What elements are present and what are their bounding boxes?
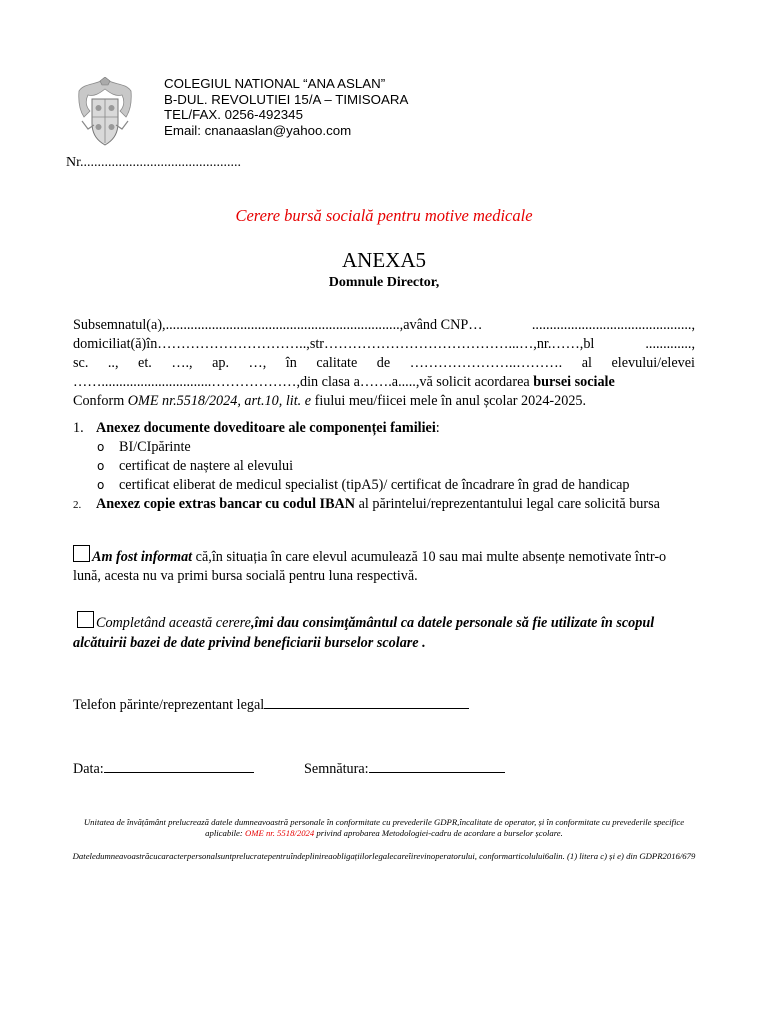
body-line-3 xyxy=(73,354,695,373)
gdpr-legal-basis: Dateledumneavoastrăcucaracterpersonalsuntprelucratepentruîndeplinireaobligațiilorlegalecareîirevinoperatorului, conformarticolului6alin. (1) litera c) și e) din GDPR2016/679 xyxy=(72,851,696,861)
gdpr-ome-reference: OME nr. 5518/2024 xyxy=(244,828,315,838)
word: .., xyxy=(107,355,119,371)
subitem-text: certificat de naștere al elevului xyxy=(119,458,294,474)
word: sc. xyxy=(73,355,89,371)
bullet-icon: o xyxy=(97,440,105,454)
subitem-text: BI/CIpărinte xyxy=(119,439,191,455)
word: et. xyxy=(138,355,152,371)
request-subject: Cerere bursă socială pentru motive medicale xyxy=(235,206,533,225)
word: calitate xyxy=(316,355,358,371)
list-item xyxy=(73,419,695,438)
list-number: 2. xyxy=(73,499,82,511)
gdpr-text-end: privind aprobarea Metodologiei-cadru de acordare a burselor școlare. xyxy=(314,828,563,838)
legal-basis-pre: Conform xyxy=(73,393,128,409)
annex-title: ANEXA5 xyxy=(342,248,426,272)
body-line-4 xyxy=(73,373,695,392)
colon: : xyxy=(435,420,440,436)
date-label: Data: xyxy=(73,761,104,777)
word: ap. xyxy=(212,355,230,371)
signature-field xyxy=(304,758,505,778)
school-header xyxy=(164,76,408,138)
list-item-rest: al părintelui/reprezentantului legal care solicită bursa xyxy=(355,496,660,512)
list-item xyxy=(73,495,695,514)
list-number: 1. xyxy=(73,420,84,436)
class-line-text: ……...............................………………,din clasa a…….a.....,vă solicit acordarea xyxy=(73,374,534,390)
word: …………………..………. xyxy=(409,355,563,371)
request-body xyxy=(73,316,695,411)
gdpr-text: Unitatea de învățământ prelucrează datele dumneavoastră personale în conformitate cu prevederile GDPR,încalitate de operator, și în conformitate cu prevederile specifice aplicabile: xyxy=(83,817,685,838)
word: de xyxy=(376,355,391,371)
word: în xyxy=(285,355,297,371)
list-item-title: Anexez documente doveditoare ale componenței familiei xyxy=(96,420,436,436)
word: …, xyxy=(248,355,267,371)
gdpr-notice xyxy=(70,817,698,839)
cnp-line-end: ............................................., xyxy=(531,317,695,333)
informed-checkbox[interactable] xyxy=(73,545,90,562)
school-name: COLEGIUL NATIONAL “ANA ASLAN” xyxy=(164,76,386,91)
consent-bold: ,îmi dau consimţământul ca datele personale să fie utilizate în scopul alcătuirii bazei de date privind beneficiarii burselor scolare . xyxy=(73,615,655,651)
word: …., xyxy=(171,355,193,371)
body-line-1 xyxy=(73,316,695,335)
scholarship-type: bursei sociale xyxy=(533,374,615,390)
phone-label: Telefon părinte/reprezentant legal xyxy=(73,697,265,713)
list-subitem xyxy=(73,457,695,476)
address-line-end: ............., xyxy=(645,336,695,352)
informed-bold: Am fost informat xyxy=(92,549,193,565)
informed-text: că,în situația în care elevul acumulează 10 sau mai multe absențe nemotivate într-o lună, acesta nu va primi bursa socială pentru luna respectivă. xyxy=(73,549,667,584)
date-field xyxy=(73,758,254,778)
list-item-title: Anexez copie extras bancar cu codul IBAN xyxy=(96,496,356,512)
bullet-icon: o xyxy=(97,459,105,473)
informed-statement xyxy=(73,545,695,586)
list-subitem xyxy=(73,438,695,457)
signature-input-line[interactable] xyxy=(369,758,505,773)
body-line-5 xyxy=(73,392,695,411)
signature-label: Semnătura: xyxy=(304,761,369,777)
consent-italic: Completând această cerere xyxy=(96,615,251,631)
word: elevului/elevei xyxy=(611,355,695,371)
body-line-2 xyxy=(73,335,695,354)
word: al xyxy=(581,355,592,371)
school-phone: TEL/FAX. 0256-492345 xyxy=(164,107,303,123)
school-address: B-DUL. REVOLUTIEI 15/A – TIMISOARA xyxy=(164,91,409,107)
legal-basis-reference: OME nr.5518/2024, art.10, lit. e xyxy=(127,393,312,409)
registration-number-line: Nr.............................................. xyxy=(66,155,241,170)
attachments-list xyxy=(73,419,695,514)
consent-statement xyxy=(73,611,695,653)
address-line-start: domiciliat(ă)în…………………………..,str…………………………………...…,nr.……,bl xyxy=(73,336,595,352)
legal-basis-post: fiului meu/fiicei mele în anul școlar 2024-2025. xyxy=(311,393,587,409)
bullet-icon: o xyxy=(97,478,105,492)
date-input-line[interactable] xyxy=(104,758,254,773)
phone-field xyxy=(73,694,469,714)
salutation: Domnule Director, xyxy=(328,275,440,290)
phone-input-line[interactable] xyxy=(264,694,469,709)
list-subitem xyxy=(73,476,695,495)
cnp-line-start: Subsemnatul(a),..................................................................,având CNP… xyxy=(73,317,483,333)
romania-coat-of-arms-icon xyxy=(76,77,134,149)
school-email: Email: cnanaaslan@yahoo.com xyxy=(164,122,352,138)
subitem-text: certificat eliberat de medicul specialist (tipA5)/ certificat de încadrare în grad de handicap xyxy=(119,477,630,493)
consent-checkbox[interactable] xyxy=(77,611,94,628)
